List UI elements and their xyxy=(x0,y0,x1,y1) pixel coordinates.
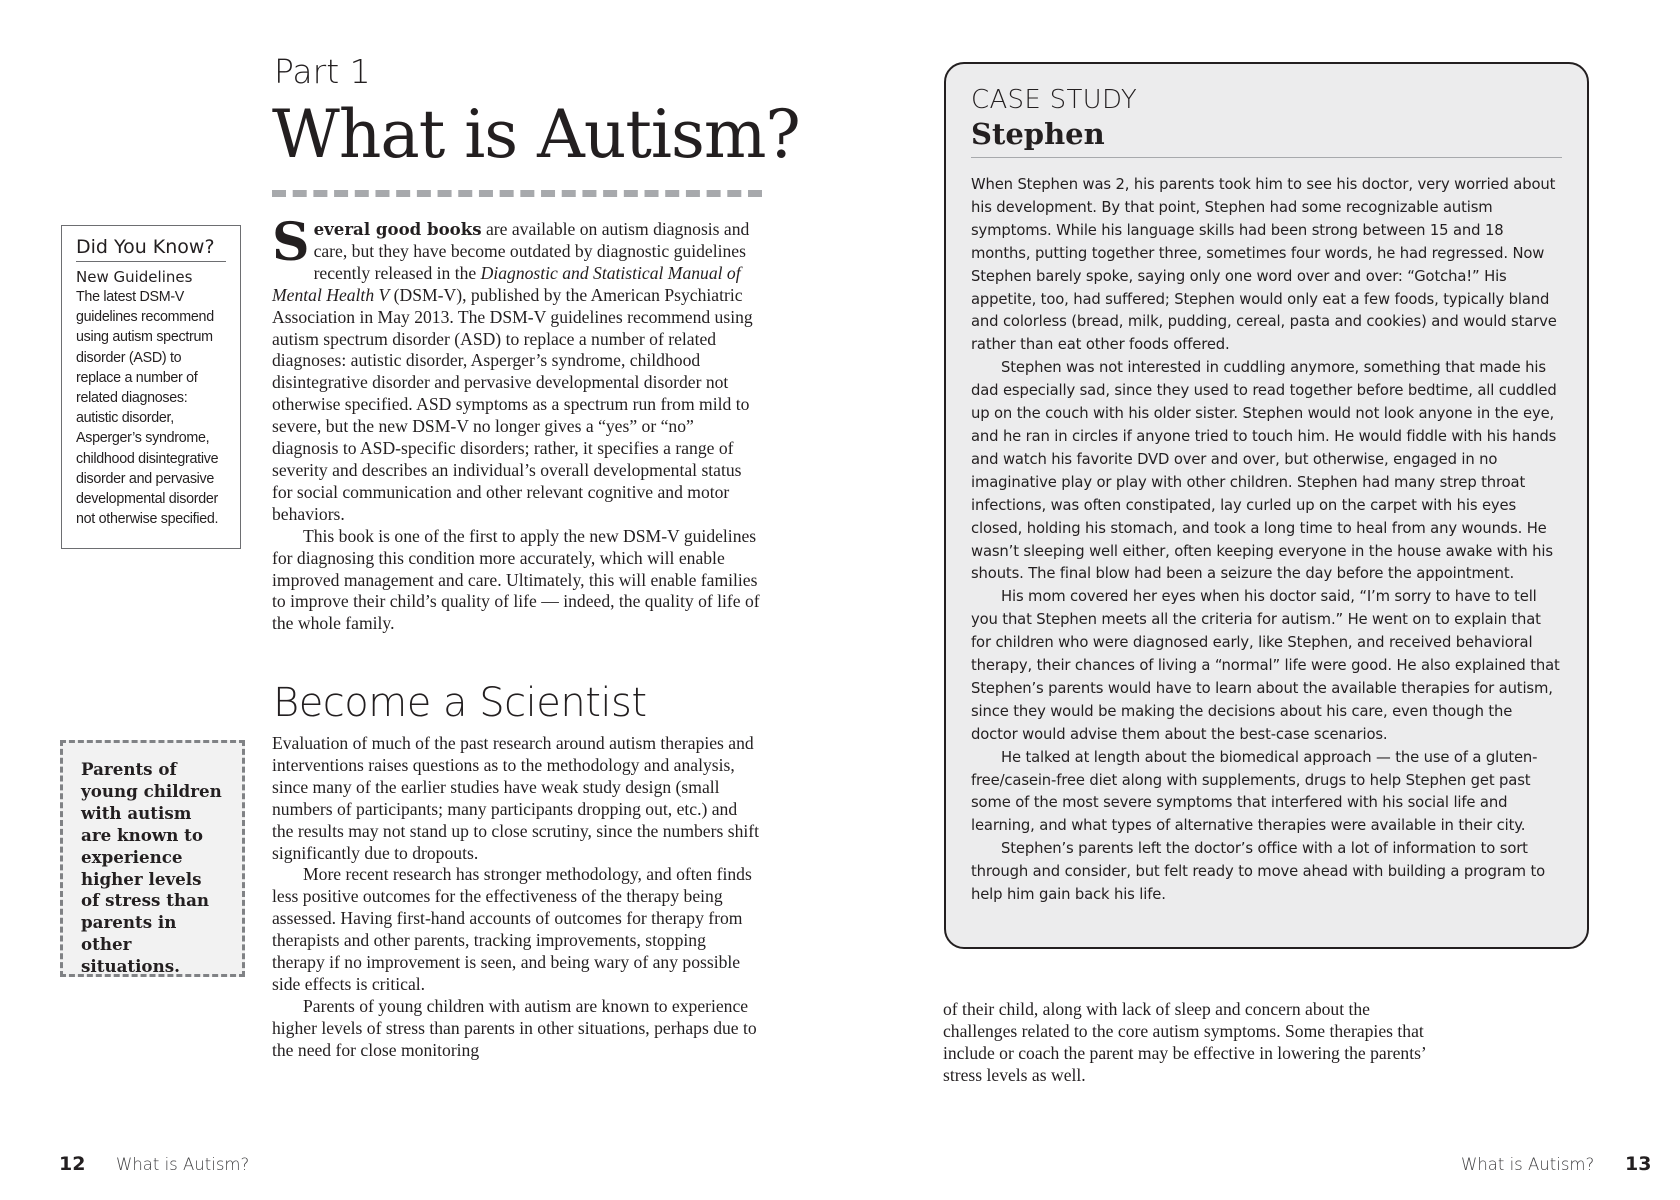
did-you-know-sidebar xyxy=(61,225,241,549)
continued-text: of their child, along with lack of sleep and concern about the challenges related to the core autism symptoms. Some therapies that include or coach the parent may be effective in lowering the parents’ stress levels as well. xyxy=(943,999,1426,1085)
drop-cap: S xyxy=(272,212,310,273)
did-you-know-text: The latest DSM-V guidelines recommend using autism spectrum disorder (ASD) to replace a number of related diagnoses: autistic disorder, Asperger’s syndrome, childhood disintegrative disorder and pervasive developmental disorder not otherwise specified. xyxy=(76,289,219,528)
intro-paragraph-2: This book is one of the first to apply the new DSM-V guidelines for diagnosing this condition more accurately, which will enable improved management and care. Ultimately, this will enable families to improve their child’s quality of life — indeed, the quality of life of the whole family. xyxy=(272,525,760,634)
intro-text xyxy=(272,212,763,635)
case-study-label: CASE STUDY xyxy=(971,85,1138,115)
section-text xyxy=(272,733,763,1062)
title-dashed-rule xyxy=(272,190,762,197)
page-number-left: 12 xyxy=(59,1153,86,1175)
running-head-left: What is Autism? xyxy=(116,1155,250,1174)
section-heading: Become a Scientist xyxy=(273,680,647,726)
section-paragraph-3: Parents of young children with autism are known to experience higher levels of stress than parents in other situations, perhaps due to the need for close monitoring xyxy=(272,995,757,1060)
page-title: What is Autism? xyxy=(272,96,800,173)
intro-p1-end: (DSM-V), published by the American Psychiatric Association in May 2013. The DSM-V guidelines recommend using autism spectrum disorder (ASD) to replace a number of related diagnoses: autistic disorder, Asperger’s syndrome, childhood disintegrative disorder and pervasive developmental disorder not otherwise specified. ASD symptoms as a spectrum run from mild to severe, but the new DSM-V no longer gives a “yes” or “no” diagnosis to ASD-specific disorders; rather, it specifies a range of severity and describes an individual’s overall developmental status for social communication and other relevant cognitive and motor behaviors. xyxy=(272,284,753,524)
case-paragraph-2: Stephen was not interested in cuddling anymore, something that made his dad especially sad, since they used to read together before bedtime, all cuddled up on the couch with his older sister. Stephen would not look anyone in the eye, and he ran in circles if anyone tried to touch him. He would fiddle with his hands and watch his favorite DVD over and over, but otherwise, engaged in no imaginative play or play with other children. Stephen had many strep throat infections, was often constipated, lay curled up on the carpet with his eyes closed, holding his stomach, and took a long time to heal from any wounds. He wasn’t sleeping well either, often keeping everyone in the house awake with his shouts. The final blow had been a seizure the day before the appointment. xyxy=(971,359,1557,583)
case-study-text xyxy=(971,174,1562,907)
case-paragraph-4: He talked at length about the biomedical approach — the use of a gluten-free/casein-free diet along with supplements, drugs to help Stephen get past some of the most severe symptoms that interfered with his social life and learning, and what types of alternative therapies were available in their city. xyxy=(971,748,1538,835)
section-paragraph-1: Evaluation of much of the past research around autism therapies and interventions raises questions as to the methodology and analysis, since many of the earlier studies have weak study design (small numbers of participants; many participants dropping out, etc.) and the results may not stand up to close scrutiny, since the numbers shift significantly due to dropouts. xyxy=(272,733,759,863)
lead-in-bold: everal good books xyxy=(313,219,482,239)
dsm-title-italic: Diagnostic and Statistical Manual of Mental Health V xyxy=(272,262,741,305)
case-study-name: Stephen xyxy=(971,115,1562,158)
running-head-right: What is Autism? xyxy=(1461,1155,1595,1174)
did-you-know-title: Did You Know? xyxy=(76,236,226,262)
case-paragraph-1: When Stephen was 2, his parents took him to see his doctor, very worried about his development. By that point, Stephen had some recognizable autism symptoms. While his language skills had been strong between 15 and 18 months, putting together three, sometimes four words, he had regressed. Now Stephen barely spoke, saying only one word over and over: “Gotcha!” His appetite, too, had suffered; Stephen would only eat a few foods, typically bland and colorless (bread, milk, pudding, cereal, pasta and cookies) and would starve rather than eat other foods offered. xyxy=(971,176,1557,354)
case-paragraph-5: Stephen’s parents left the doctor’s office with a lot of information to sort through and consider, but felt ready to move ahead with building a program to help him gain back his life. xyxy=(971,840,1546,904)
part-label: Part 1 xyxy=(274,52,371,91)
pull-quote-text: Parents of young children with autism are known to experience higher levels of stress than parents in other situations. xyxy=(81,759,222,977)
pull-quote-box xyxy=(60,740,245,977)
section-paragraph-2: More recent research has stronger methodology, and often finds less positive outcomes for the effectiveness of the therapy being assessed. Having first-hand accounts of outcomes for therapy from therapists and other parents, tracking improvements, stopping therapy if no improvement is seen, and being wary of any possible side effects is critical. xyxy=(272,864,752,994)
intro-paragraph-1 xyxy=(272,212,763,526)
intro-p1-rest: are available on autism diagnosis and care, but they have become outdated by diagnostic guidelines recently released in the xyxy=(313,219,750,283)
case-paragraph-3: His mom covered her eyes when his doctor said, “I’m sorry to have to tell you that Stephen meets all the criteria for autism.” He went on to explain that for children who were diagnosed early, like Stephen, and received behavioral therapy, their chances of living a “normal” life were good. He also explained that Stephen’s parents would have to learn about the available therapies for autism, since they would be making the decisions about his care, even though the doctor would advise them about the best-case scenarios. xyxy=(971,588,1560,743)
page-number-right: 13 xyxy=(1625,1153,1652,1175)
did-you-know-subtitle: New Guidelines xyxy=(76,268,193,286)
case-study-box xyxy=(944,62,1589,949)
